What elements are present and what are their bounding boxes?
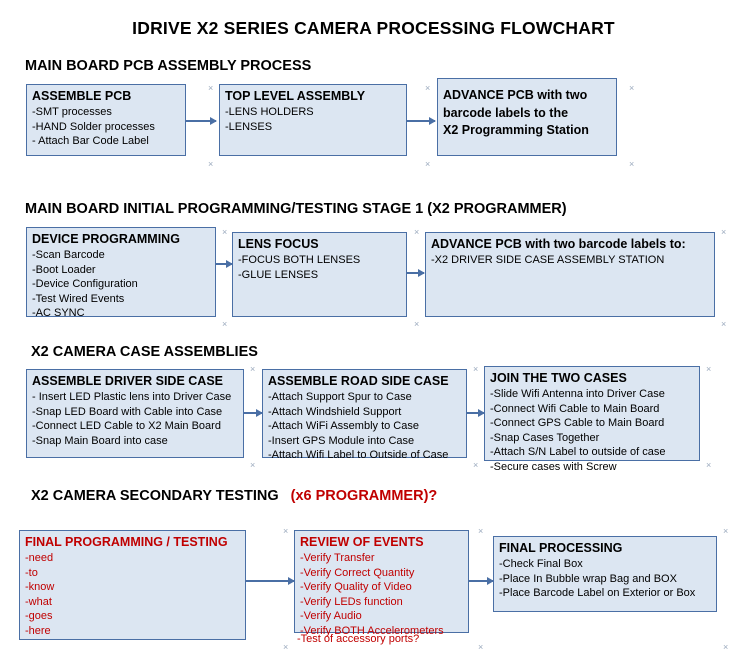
section-heading-4 <box>31 488 437 504</box>
connector-tick: × <box>250 460 256 470</box>
box-assemble-road-side-case-title: ASSEMBLE ROAD SIDE CASE <box>268 374 449 388</box>
list-item: -Snap Main Board into case <box>32 434 168 447</box>
list-item: -Boot Loader <box>32 263 96 276</box>
arrow-review-to-final-processing <box>469 580 493 582</box>
box-advance-pcb-1[interactable] <box>437 78 617 156</box>
connector-tick: × <box>721 227 727 237</box>
connector-tick: × <box>721 319 727 329</box>
connector-tick: × <box>723 642 729 652</box>
list-item: -to <box>25 566 38 579</box>
list-item: -Attach Wifi Label to Outside of Case <box>268 449 449 461</box>
list-item: -Connect LED Cable to X2 Main Board <box>32 420 221 432</box>
box-top-level-assembly-title: TOP LEVEL ASSEMBLY <box>225 89 366 103</box>
list-item: -Slide Wifi Antenna into Driver Case <box>490 388 665 400</box>
connector-tick: × <box>222 227 228 237</box>
connector-tick: × <box>629 83 635 93</box>
connector-tick: × <box>425 83 431 93</box>
list-item: -Check Final Box <box>499 558 583 570</box>
connector-tick: × <box>414 227 420 237</box>
box-assemble-road-side-case-list <box>268 390 461 463</box>
connector-tick: × <box>222 319 228 329</box>
page-title: IDRIVE X2 SERIES CAMERA PROCESSING FLOWCHART <box>132 18 615 38</box>
box-assemble-pcb-list <box>32 105 180 149</box>
box-device-programming-list <box>32 248 210 321</box>
connector-tick: × <box>473 364 479 374</box>
box-review-of-events[interactable] <box>294 530 469 637</box>
list-item: -LENSES <box>225 120 273 133</box>
list-item: - Attach Bar Code Label <box>32 135 149 147</box>
list-item: -Connect Wifi Cable to Main Board <box>490 402 660 415</box>
connector-tick: × <box>283 526 289 536</box>
list-item-overflow: -Test of accessory ports? <box>297 633 420 645</box>
list-item: -Insert GPS Module into Case <box>268 434 415 447</box>
list-item: -SMT processes <box>32 106 112 118</box>
connector-tick: × <box>629 159 635 169</box>
list-item: -Test Wired Events <box>32 292 125 305</box>
list-item: -Scan Barcode <box>32 249 105 261</box>
box-top-level-assembly[interactable] <box>219 84 407 156</box>
section-heading-4-accent: (x6 PROGRAMMER)? <box>290 488 438 504</box>
list-item: -Attach WiFi Assembly to Case <box>268 420 419 432</box>
list-item: -know <box>25 581 55 593</box>
list-item: -GLUE LENSES <box>238 268 319 281</box>
list-item: -HAND Solder processes <box>32 120 155 133</box>
box-top-level-assembly-list <box>225 105 401 134</box>
list-item: -Secure cases with Screw <box>490 460 617 473</box>
list-item: -Verify Transfer <box>300 552 375 564</box>
arrow-final-prog-to-review <box>246 580 294 582</box>
box-final-programming-testing-title: FINAL PROGRAMMING / TESTING <box>25 535 228 549</box>
arrow-lens-to-advance <box>407 272 424 274</box>
section-heading-3-text: X2 CAMERA CASE ASSEMBLIES <box>31 344 258 360</box>
list-item: -Verify Quality of Video <box>300 581 412 593</box>
box-assemble-driver-side-case-title: ASSEMBLE DRIVER SIDE CASE <box>32 374 224 388</box>
box-device-programming[interactable] <box>26 227 216 317</box>
arrow-device-to-lens <box>216 263 232 265</box>
list-item: -AC SYNC <box>32 307 85 319</box>
list-item: -X2 DRIVER SIDE CASE ASSEMBLY STATION <box>431 254 665 266</box>
box-advance-pcb-2-list <box>431 253 709 268</box>
list-item: -what <box>25 595 52 608</box>
box-join-the-two-cases-list <box>490 387 694 474</box>
connector-tick: × <box>250 364 256 374</box>
list-item: -Snap LED Board with Cable into Case <box>32 405 223 418</box>
box-review-of-events-title: REVIEW OF EVENTS <box>300 535 424 549</box>
box-lens-focus-title: LENS FOCUS <box>238 237 319 251</box>
box-assemble-driver-side-case-list <box>32 390 238 448</box>
list-item: -Device Configuration <box>32 278 138 290</box>
connector-tick: × <box>425 159 431 169</box>
box-lens-focus-list <box>238 253 401 282</box>
box-advance-pcb-1-list <box>443 105 611 139</box>
section-heading-1-text: MAIN BOARD PCB ASSEMBLY PROCESS <box>25 58 312 74</box>
list-item: -Verify Audio <box>300 610 362 622</box>
section-heading-2-text: MAIN BOARD INITIAL PROGRAMMING/TESTING STAGE 1 (X2 PROGRAMMER) <box>25 201 567 217</box>
list-item: -Verify BOTH Accelerometers <box>300 624 444 637</box>
list-item: barcode labels to the <box>443 106 569 120</box>
connector-tick: × <box>414 319 420 329</box>
section-heading-3 <box>31 344 258 360</box>
list-item: -FOCUS BOTH LENSES <box>238 254 361 266</box>
connector-tick: × <box>283 642 289 652</box>
list-item: X2 Programming Station <box>443 123 589 137</box>
arrow-driver-to-road <box>244 412 262 414</box>
list-item: -need <box>25 552 54 564</box>
list-item: -Place Barcode Label on Exterior or Box <box>499 587 696 599</box>
box-device-programming-title: DEVICE PROGRAMMING <box>32 232 180 246</box>
box-assemble-pcb[interactable] <box>26 84 186 156</box>
box-final-processing-title: FINAL PROCESSING <box>499 541 623 555</box>
connector-tick: × <box>473 460 479 470</box>
box-final-processing[interactable] <box>493 536 717 612</box>
list-item: -Verify LEDs function <box>300 595 403 608</box>
list-item: -LENS HOLDERS <box>225 106 314 118</box>
box-advance-pcb-2[interactable] <box>425 232 715 317</box>
list-item: -Connect GPS Cable to Main Board <box>490 417 665 429</box>
list-item: -goes <box>25 610 53 622</box>
box-assemble-pcb-title: ASSEMBLE PCB <box>32 89 132 103</box>
connector-tick: × <box>478 526 484 536</box>
section-heading-4-text: X2 CAMERA SECONDARY TESTING <box>31 488 279 504</box>
connector-tick: × <box>723 526 729 536</box>
list-item: -Snap Cases Together <box>490 431 600 444</box>
section-heading-2 <box>25 201 567 217</box>
box-assemble-driver-side-case[interactable] <box>26 369 244 458</box>
connector-tick: × <box>208 159 214 169</box>
arrow-pcb-to-toplevel <box>186 120 216 122</box>
box-final-programming-testing-list <box>25 551 240 638</box>
box-assemble-road-side-case[interactable] <box>262 369 467 461</box>
list-item: -Verify Correct Quantity <box>300 566 415 579</box>
list-item: -here <box>25 624 51 637</box>
box-final-processing-list <box>499 557 711 601</box>
connector-tick: × <box>706 364 712 374</box>
connector-tick: × <box>478 642 484 652</box>
box-advance-pcb-2-title: ADVANCE PCB with two barcode labels to: <box>431 237 686 251</box>
list-item: -Attach S/N Label to outside of case <box>490 446 666 458</box>
box-lens-focus[interactable] <box>232 232 407 317</box>
section-heading-1 <box>25 58 311 74</box>
box-join-the-two-cases[interactable] <box>484 366 700 473</box>
box-review-of-events-list <box>300 551 463 638</box>
arrow-toplevel-to-advance <box>407 120 435 122</box>
box-final-programming-testing[interactable] <box>19 530 246 640</box>
list-item: - Insert LED Plastic lens into Driver Case <box>32 391 232 403</box>
connector-tick: × <box>208 83 214 93</box>
box-advance-pcb-1-title: ADVANCE PCB with two <box>443 88 588 102</box>
box-join-the-two-cases-title: JOIN THE TWO CASES <box>490 371 627 385</box>
arrow-road-to-join <box>467 412 484 414</box>
connector-tick: × <box>706 460 712 470</box>
list-item: -Attach Support Spur to Case <box>268 391 412 403</box>
list-item: -Place In Bubble wrap Bag and BOX <box>499 572 677 585</box>
list-item: -Attach Windshield Support <box>268 405 402 418</box>
